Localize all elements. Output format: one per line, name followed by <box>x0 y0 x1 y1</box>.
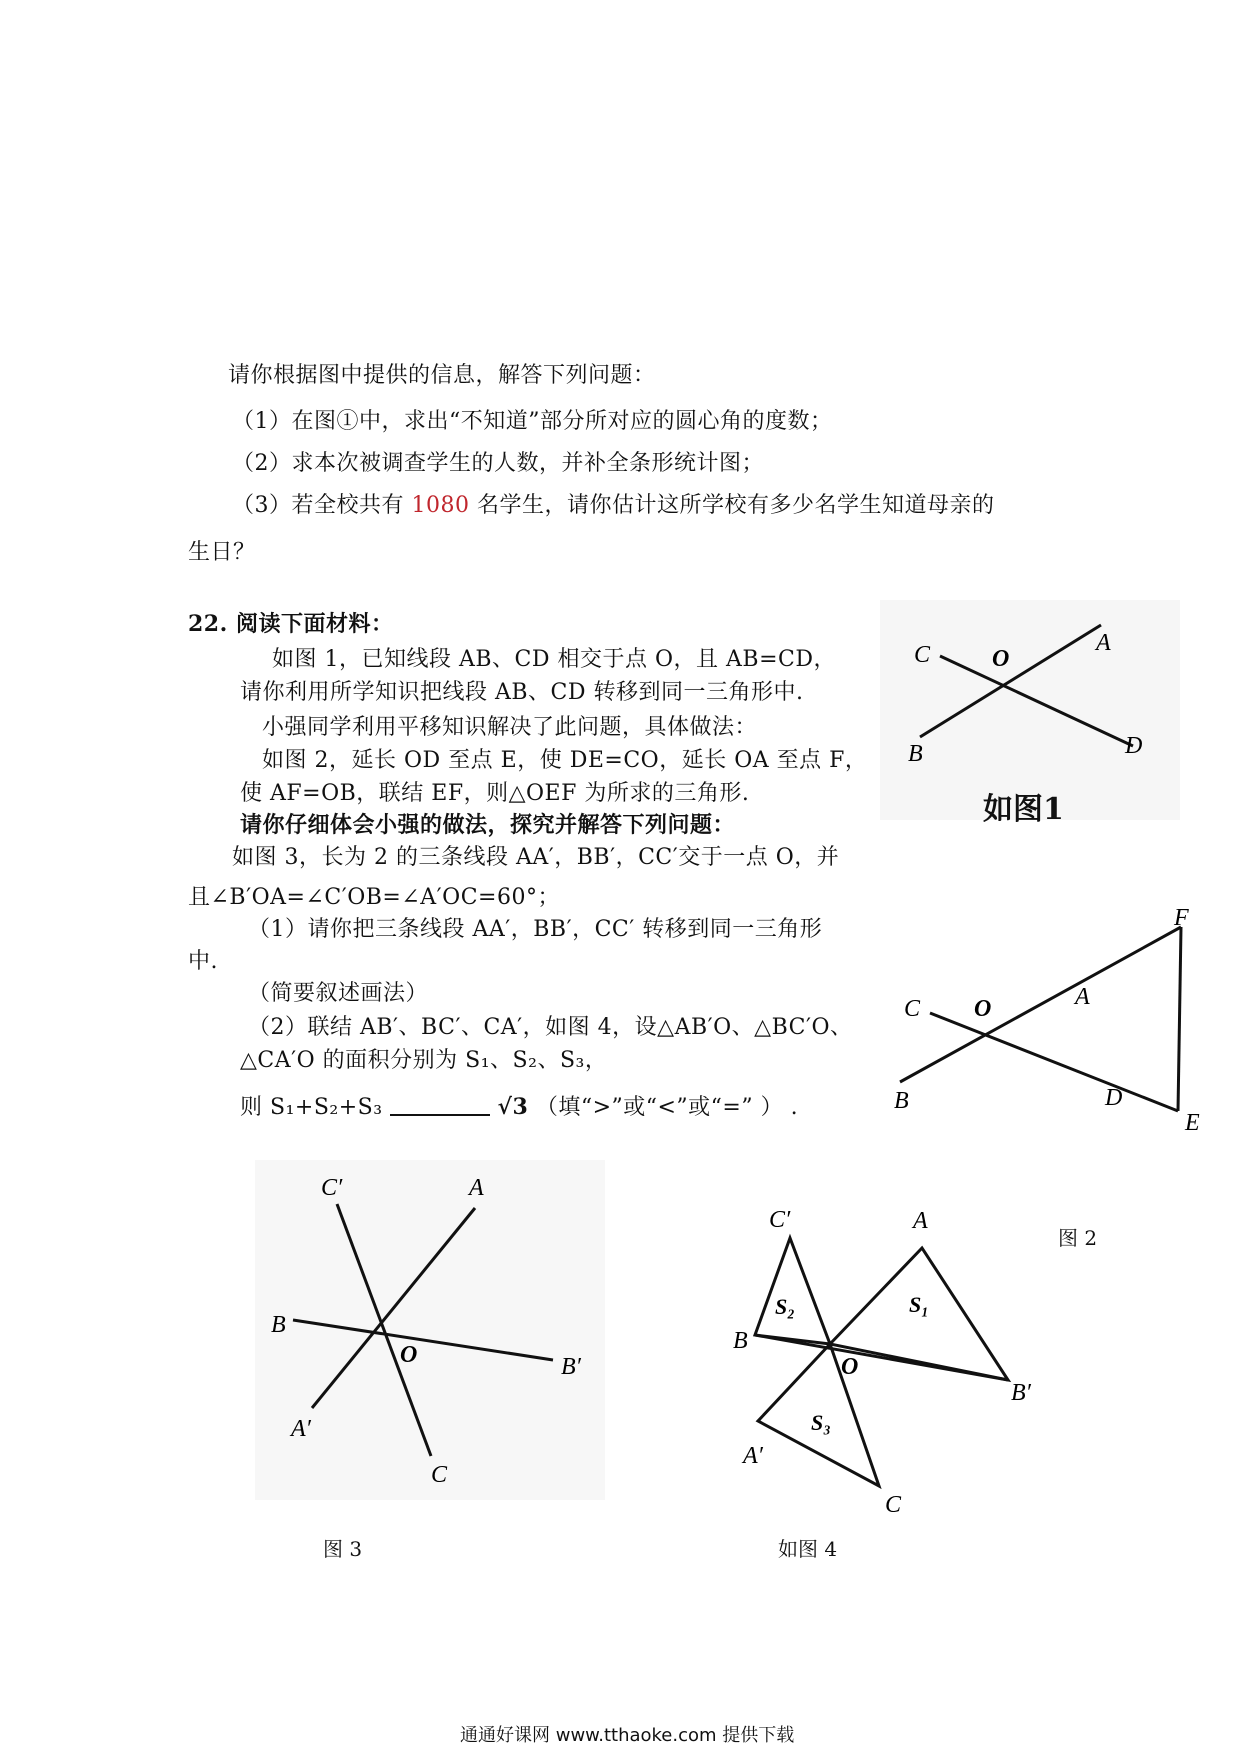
q21-item1: （1）在图①中，求出“不知道”部分所对应的圆心角的度数； <box>232 409 833 434</box>
q22-p5: 使 AF=OB，联结 EF，则△OEF 为所求的三角形. <box>240 781 750 806</box>
figure-2 <box>880 890 1220 1140</box>
fig1-label-d: D <box>1125 733 1143 759</box>
q22-p8: 且∠B′OA=∠C′OB=∠A′OC=60°； <box>188 885 560 910</box>
fig2-label-c: C <box>904 996 921 1022</box>
answer-blank[interactable] <box>390 1094 490 1116</box>
fig4-label-a1: A′ <box>743 1443 763 1469</box>
q22-p3: 小强同学利用平移知识解决了此问题，具体做法： <box>262 715 758 740</box>
fig4-label-c1: C′ <box>769 1207 791 1233</box>
intro-line: 请你根据图中提供的信息，解答下列问题： <box>228 363 656 388</box>
figure-4 <box>715 1190 1045 1520</box>
q22-p7: 如图 3，长为 2 的三条线段 AA′，BB′，CC′交于一点 O，并 <box>232 845 840 870</box>
fig1-label-o: O <box>992 646 1010 672</box>
fig2-label-o: O <box>974 996 992 1022</box>
q21-item2: （2）求本次被调查学生的人数，并补全条形统计图； <box>232 451 764 476</box>
q22-p11: （简要叙述画法） <box>248 981 429 1006</box>
fig4-label-s2: S₂ <box>775 1294 795 1319</box>
q21-item3-post: 名学生，请你估计这所学校有多少名学生知道母亲的 <box>477 493 995 518</box>
fig1-label-b: B <box>908 741 923 767</box>
q22-p13: △CA′O 的面积分别为 S₁、S₂、S₃， <box>240 1048 608 1073</box>
fig2-label-a: A <box>1075 984 1090 1010</box>
fig4-label-o: O <box>841 1354 859 1380</box>
q21-student-count: 1080 <box>411 493 470 518</box>
segment-bb1 <box>755 1335 1008 1380</box>
fig1-caption: 如图1 <box>983 792 1064 827</box>
triangle-s2 <box>755 1238 830 1344</box>
q22-p10: 中. <box>188 949 218 974</box>
q22-p14-pre: 则 S₁+S₂+S₃ <box>240 1095 383 1120</box>
q22-p14 <box>240 1090 798 1121</box>
fig4-label-c: C <box>885 1492 902 1518</box>
q22-p14-post: （填“>”或“<”或“=” ） . <box>535 1095 799 1120</box>
q22-p6: 请你仔细体会小强的做法，探究并解答下列问题： <box>240 812 736 838</box>
q22-p1: 如图 1，已知线段 AB、CD 相交于点 O，且 AB=CD， <box>272 647 836 672</box>
segment-bf <box>900 927 1181 1082</box>
q22-p2: 请你利用所学知识把线段 AB、CD 转移到同一三角形中. <box>240 680 804 705</box>
fig4-label-s1: S₁ <box>909 1292 929 1317</box>
fig3-caption: 图 3 <box>323 1537 363 1561</box>
fig1-label-c: C <box>914 642 931 668</box>
fig3-label-o: O <box>400 1342 418 1368</box>
q22-p4: 如图 2，延长 OD 至点 E，使 DE=CO，延长 OA 至点 F， <box>262 748 868 773</box>
fig4-label-a: A <box>913 1208 928 1234</box>
q22-heading <box>188 607 393 638</box>
footer-credit: 通通好课网 www.tthaoke.com 提供下载 <box>460 1725 795 1746</box>
fig3-label-b1: B′ <box>561 1354 581 1380</box>
fig3-label-b: B <box>271 1312 286 1338</box>
q21-item3-pre: （3）若全校共有 <box>232 493 404 518</box>
fig4-label-b1: B′ <box>1011 1380 1031 1406</box>
fig2-label-e: E <box>1185 1110 1200 1136</box>
q22-p9: （1）请你把三条线段 AA′，BB′，CC′ 转移到同一三角形 <box>248 917 823 942</box>
sqrt3-value: √3 <box>497 1094 529 1120</box>
q22-number: 22. <box>188 611 228 637</box>
fig3-label-c1: C′ <box>321 1175 343 1201</box>
q22-p12: （2）联结 AB′、BC′、CA′，如图 4，设△AB′O、△BC′O、 <box>248 1015 853 1040</box>
q22-title: 阅读下面材料： <box>235 611 394 637</box>
fig2-caption: 图 2 <box>1058 1226 1098 1250</box>
fig4-label-s3: S₃ <box>811 1410 831 1435</box>
fig2-label-d: D <box>1105 1085 1123 1111</box>
fig3-label-a: A <box>469 1175 484 1201</box>
fig1-label-a: A <box>1096 630 1111 656</box>
figure-3-bg <box>255 1160 605 1500</box>
segment-ef <box>1178 927 1181 1111</box>
fig4-label-b: B <box>733 1328 748 1354</box>
segment-ce <box>930 1013 1178 1111</box>
q21-item3-cont: 生日？ <box>188 540 256 565</box>
figure-3 <box>255 1160 605 1500</box>
fig3-label-c: C <box>431 1462 448 1488</box>
fig4-caption: 如图 4 <box>778 1537 838 1561</box>
q21-item3 <box>232 488 995 519</box>
fig2-label-b: B <box>894 1088 909 1114</box>
fig2-label-f: F <box>1174 905 1189 931</box>
fig3-label-a1: A′ <box>291 1416 311 1442</box>
